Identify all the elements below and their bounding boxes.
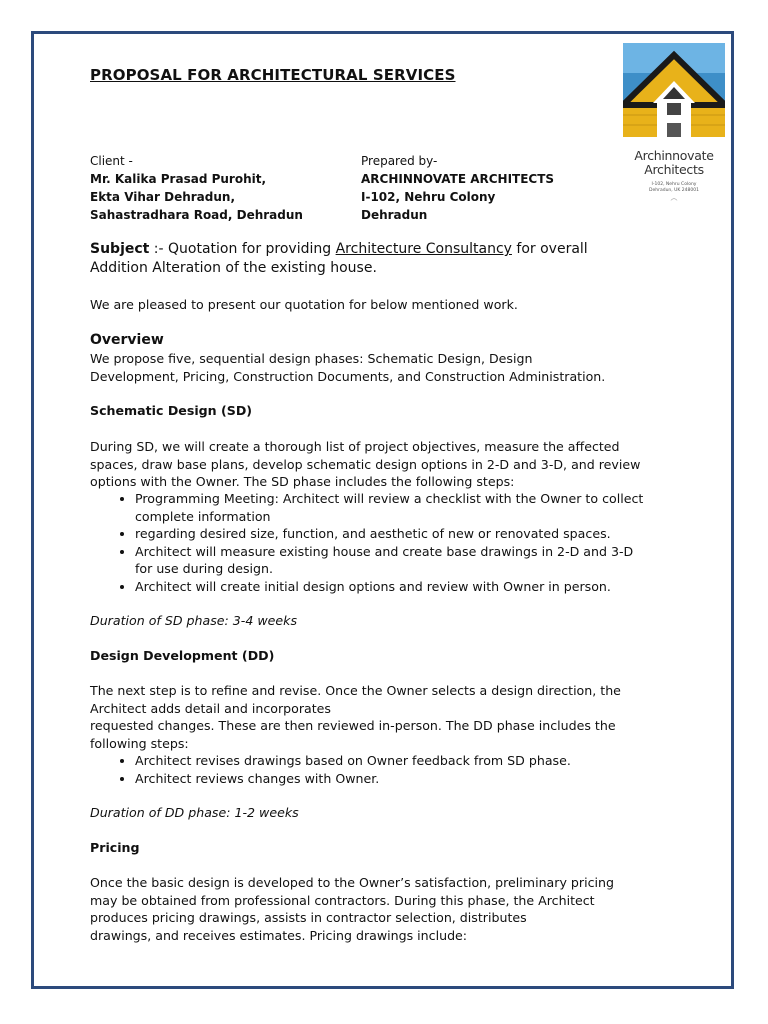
overview-line2: Development, Pricing, Construction Documents, and Construction Administration.	[90, 368, 606, 384]
pricing-text	[90, 874, 690, 944]
dd-line1: The next step is to refine and revise. Once the Owner selects a design direction, the	[90, 683, 621, 698]
dd-line2: Architect adds detail and incorporates	[90, 700, 331, 716]
pricing-line1: Once the basic design is developed to the Owner’s satisfaction, preliminary pricing	[90, 875, 614, 890]
client-line1: Mr. Kalika Prasad Purohit,	[90, 172, 267, 186]
client-block	[90, 152, 303, 224]
sd-bullet-4-line1: • Architect will create initial design options and review with Owner in person.	[135, 578, 611, 594]
subject-link: Architecture Consultancy	[335, 241, 512, 257]
sd-line2: spaces, draw base plans, develop schematic design options in 2-D and 3-D, and review	[90, 456, 641, 472]
logo-sub-line2: Dehradun, UK 248001	[649, 188, 699, 193]
dd-line3: requested changes. These are then reviewed in-person. The DD phase includes the	[90, 718, 616, 733]
sd-heading: Schematic Design (SD)	[90, 403, 253, 418]
list-item: • Architect reviews changes with Owner.	[135, 770, 735, 788]
list-item	[135, 490, 735, 525]
logo-swoosh-icon: ︵	[670, 194, 678, 202]
prepared-block	[361, 152, 554, 224]
sd-bullet-3-line1: • Architect will measure existing house and create base drawings in 2-D and 3-D	[135, 543, 634, 559]
intro-text: We are pleased to present our quotation for below mentioned work.	[90, 297, 518, 312]
dd-heading: Design Development (DD)	[90, 648, 275, 663]
prepared-line1: ARCHINNOVATE ARCHITECTS	[361, 172, 555, 186]
overview-heading: Overview	[90, 332, 164, 348]
subject-label: Subject	[90, 241, 150, 257]
sd-bullet-2-line1: • regarding desired size, function, and aesthetic of new or renovated spaces.	[135, 526, 611, 541]
logo-name-line2: Architects	[644, 162, 704, 177]
list-item: • Architect revises drawings based on Owner feedback from SD phase.	[135, 752, 735, 770]
sd-bullet-list	[90, 490, 735, 595]
sd-bullet-1-line1: • Programming Meeting: Architect will review a checklist with the Owner to collect	[135, 491, 644, 506]
list-item	[135, 525, 735, 543]
pricing-line4: drawings, and receives estimates. Pricing drawings include:	[90, 927, 468, 943]
sd-line1: During SD, we will create a thorough list of project objectives, measure the affected	[90, 439, 620, 454]
dd-text	[90, 682, 690, 752]
document-title: PROPOSAL FOR ARCHITECTURAL SERVICES	[90, 66, 456, 84]
dd-line4: following steps:	[90, 735, 189, 751]
house-photo-icon	[623, 43, 725, 137]
prepared-line2: I-102, Nehru Colony	[361, 190, 496, 204]
pricing-heading: Pricing	[90, 840, 140, 855]
subject-sep: :-	[149, 241, 169, 257]
subject	[90, 240, 690, 278]
logo-sub-line1: I-102, Nehru Colony	[651, 182, 697, 187]
company-logo	[623, 43, 725, 229]
pricing-line2: may be obtained from professional contractors. During this phase, the Architect	[90, 892, 595, 908]
pricing-line3: produces pricing drawings, assists in contractor selection, distributes	[90, 910, 527, 925]
sd-line3: options with the Owner. The SD phase includes the following steps:	[90, 474, 515, 489]
list-item	[135, 543, 735, 578]
logo-name-line1: Archinnovate	[634, 148, 714, 163]
subject-pre: Quotation for providing	[168, 241, 336, 257]
dd-bullet-list	[90, 752, 735, 787]
overview-text	[90, 350, 690, 385]
sd-bullet-3-line2: for use during design.	[135, 561, 274, 576]
client-line3: Sahastradhara Road, Dehradun	[90, 208, 303, 222]
sd-bullet-1-line2: complete information	[135, 508, 271, 524]
prepared-line3: Dehradun	[361, 208, 428, 222]
overview-line1: We propose five, sequential design phases: Schematic Design, Design	[90, 351, 533, 366]
sd-text	[90, 438, 690, 491]
subject-post: for overall	[511, 241, 588, 257]
subject-line2: Addition Alteration of the existing house.	[90, 260, 377, 276]
list-item	[135, 578, 735, 596]
prepared-label: Prepared by-	[361, 154, 438, 168]
dd-duration: Duration of DD phase: 1-2 weeks	[90, 805, 299, 820]
sd-duration: Duration of SD phase: 3-4 weeks	[90, 613, 298, 628]
client-label: Client -	[90, 154, 133, 168]
client-line2: Ekta Vihar Dehradun,	[90, 190, 236, 204]
